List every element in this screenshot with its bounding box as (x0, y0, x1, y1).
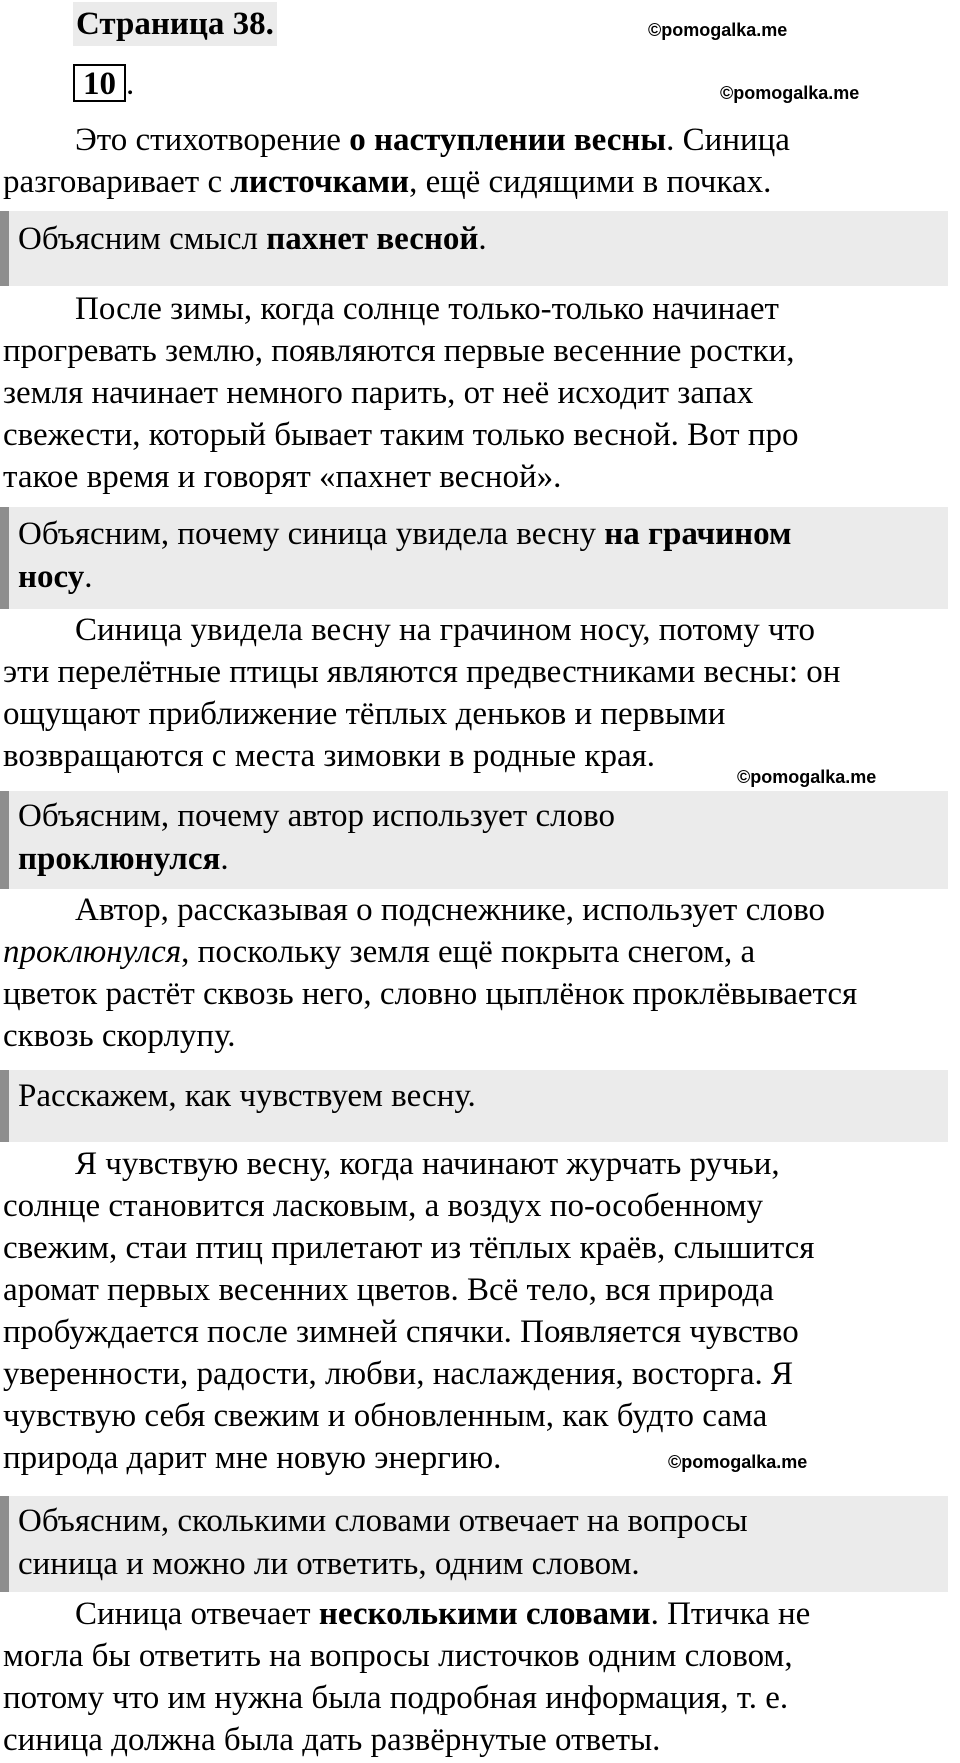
question-box: Расскажем, как чувствуем весну. (0, 1070, 948, 1142)
question-box: Объясним, почему автор использует слово проклюнулся. (0, 791, 948, 889)
answer-paragraph: Автор, рассказывая о подснежнике, использует слово проклюнулся, поскольку земля ещё покрыта снегом, а цветок растёт сквозь него, словно цыплёнок проклёвывается сквозь скорлупу. (3, 892, 858, 1054)
watermark: ©pomogalka.me (668, 1452, 808, 1472)
intro-paragraph: Это стихотворение о наступлении весны. Синица разговаривает с листочками, ещё сидящими в почках. (3, 122, 790, 200)
watermark: ©pomogalka.me (720, 83, 860, 103)
watermark: ©pomogalka.me (737, 767, 877, 787)
question-box: Объясним, сколькими словами отвечает на вопросы синица и можно ли ответить, одним словом. (0, 1496, 948, 1592)
task-number: 10 . (73, 64, 134, 104)
answer-paragraph: Синица увидела весну на грачином носу, потому что эти перелётные птицы являются предвестниками весны: он ощущают приближение тёплых деньков и первыми возвращаются с места зимовки в родные края. (3, 612, 841, 774)
page-title: Страница 38. (73, 2, 277, 46)
answer-paragraph: После зимы, когда солнце только-только начинает прогревать землю, появляются первые весенние ростки, земля начинает немного парить, от неё исходит запах свежести, который бывает таким только весной. Вот про такое время и говорят «пахнет весной». (3, 291, 799, 495)
answer-paragraph: Я чувствую весну, когда начинают журчать ручьи, солнце становится ласковым, а воздух по-особенному свежим, стаи птиц прилетают из тёплых краёв, слышится аромат первых весенних цветов. Всё тело, вся природа пробуждается после зимней спячки. Появляется чувство уверенности, радости, любви, наслаждения, восторга. Я чувствую себя свежим и обновленным, как будто сама природа дарит мне новую энергию. (3, 1146, 815, 1476)
task-number-box: 10 (73, 64, 126, 102)
question-box: Объясним смысл пахнет весной. (0, 211, 948, 286)
watermark: ©pomogalka.me (648, 20, 788, 40)
question-box: Объясним, почему синица увидела весну на грачином носу. (0, 507, 948, 609)
answer-paragraph: Синица отвечает несколькими словами. Птичка не могла бы ответить на вопросы листочков одним словом, потому что им нужна была подробная информация, т. е. синица должна была дать развёрнутые ответы. (3, 1596, 811, 1758)
